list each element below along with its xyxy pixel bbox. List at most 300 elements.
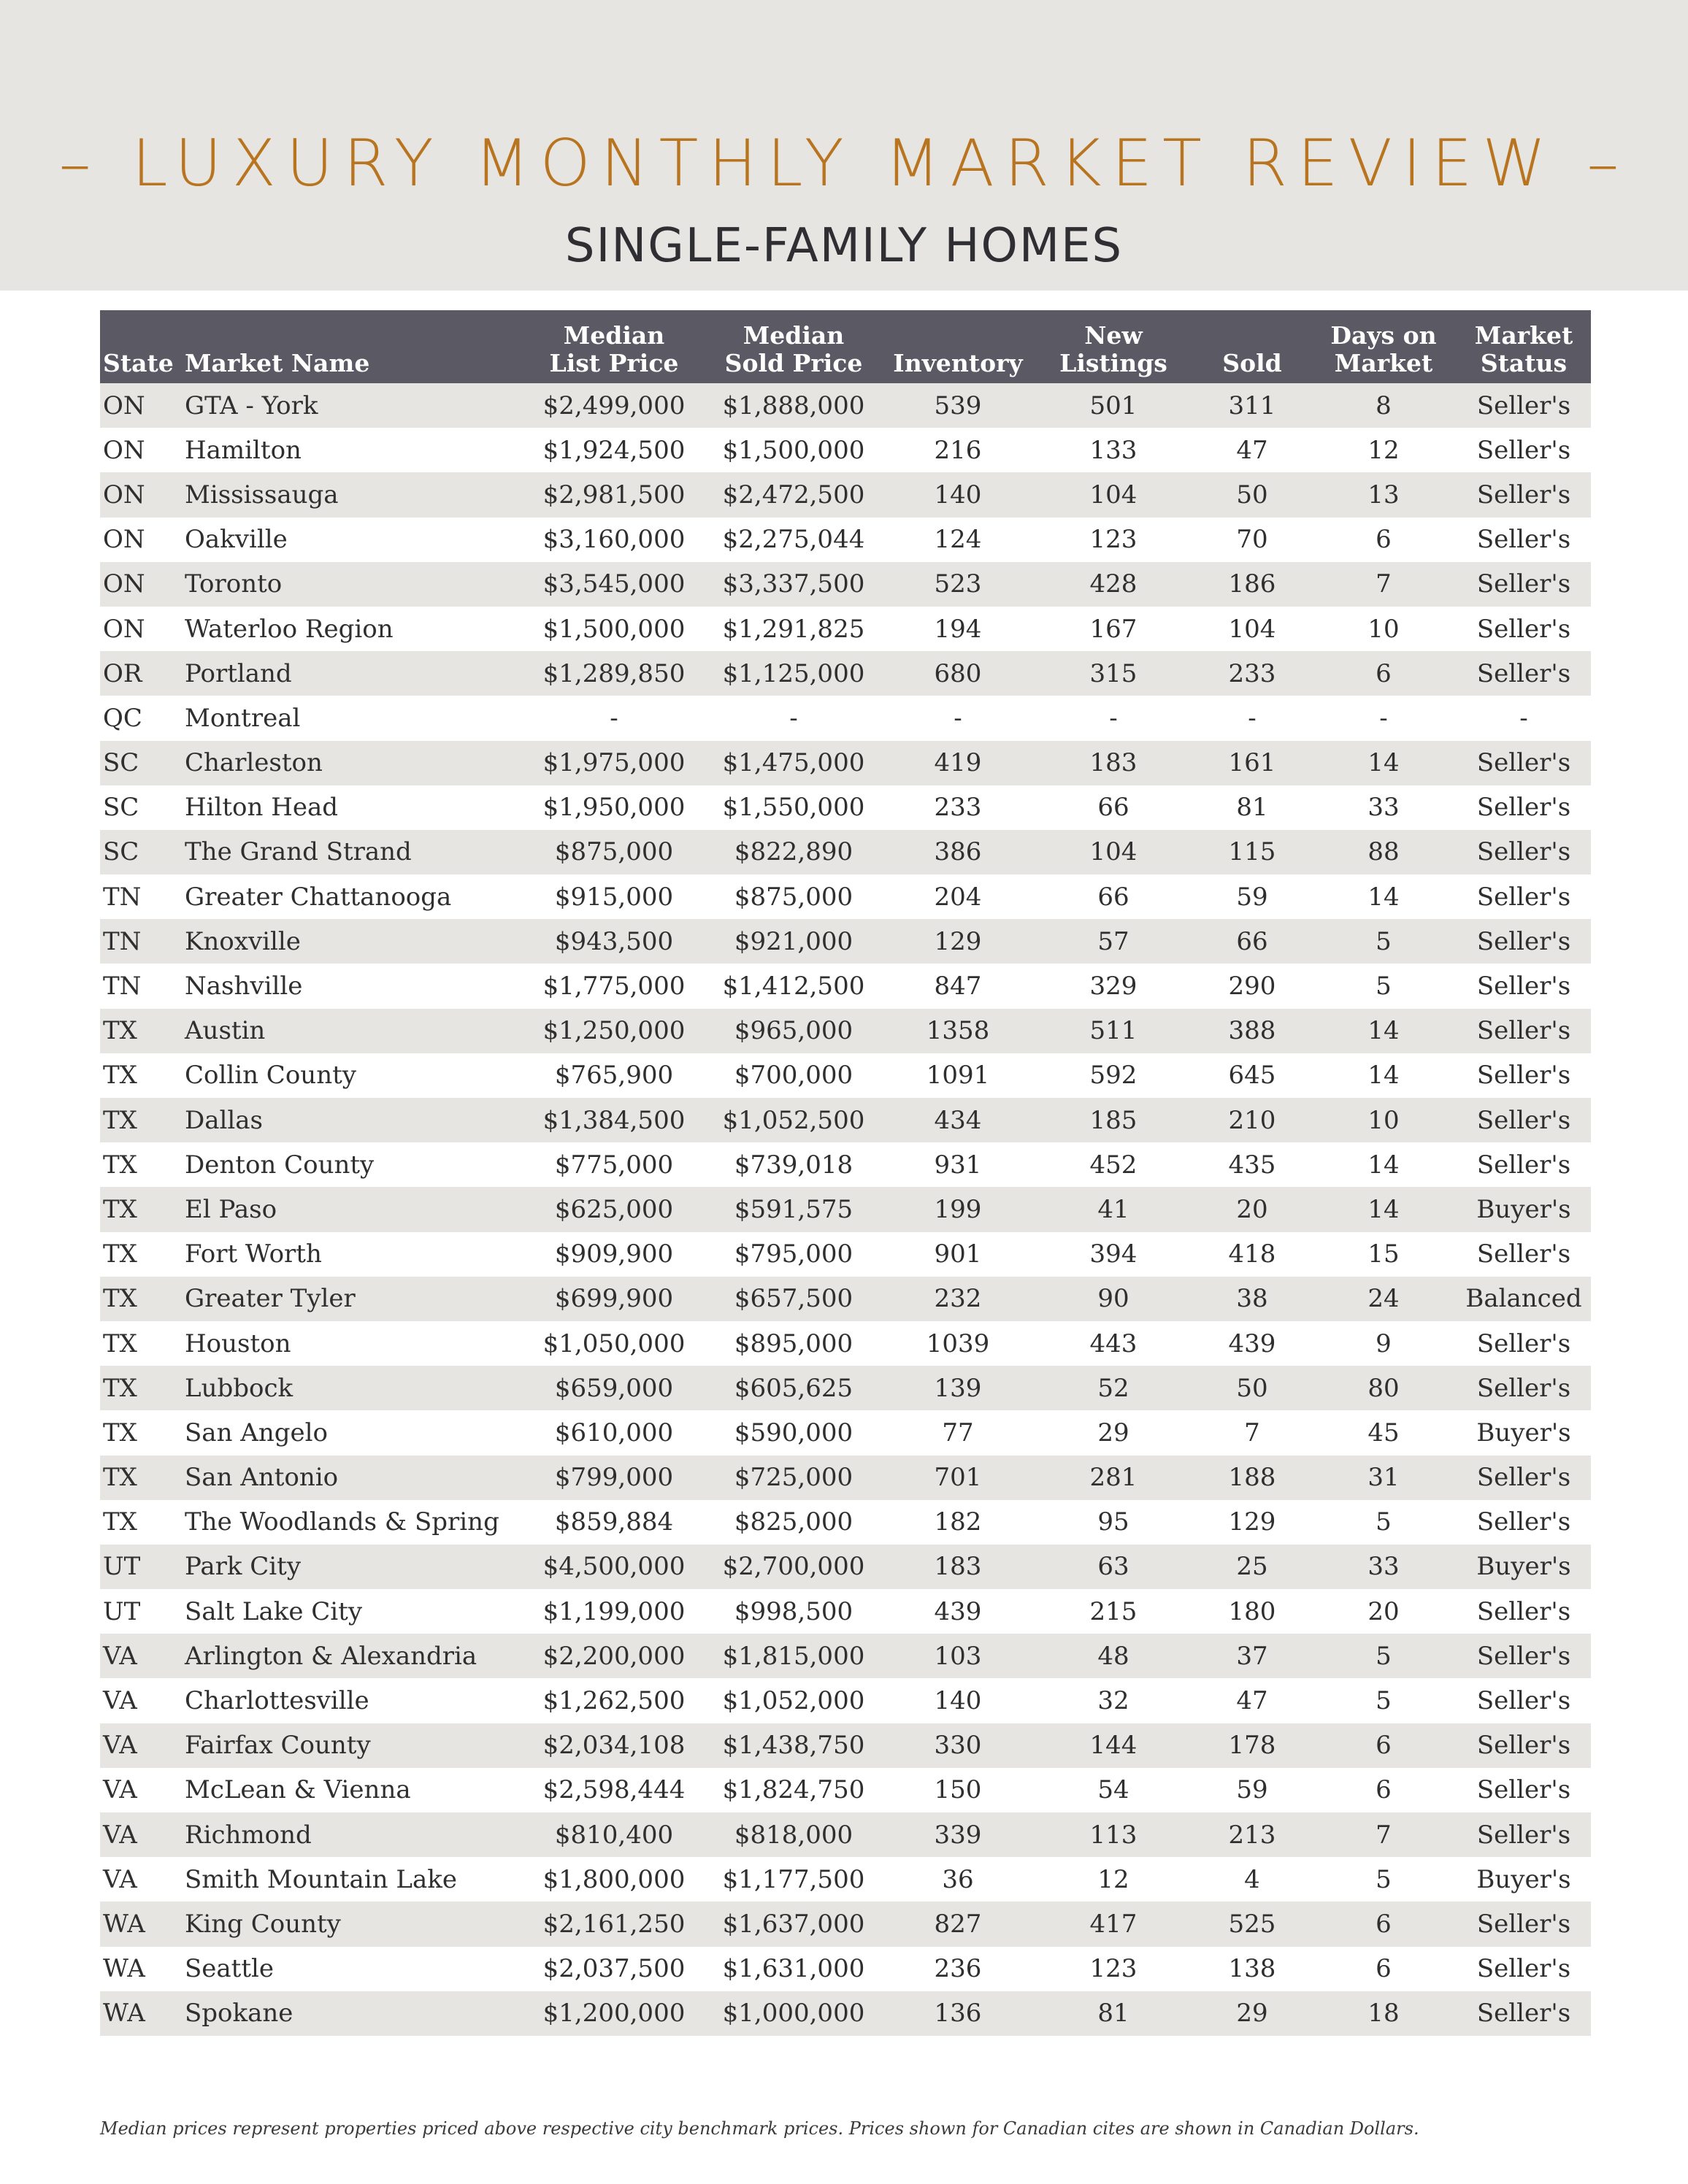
table-row (100, 874, 1591, 919)
cell-days-on-market: 5 (1376, 972, 1392, 1001)
cell-median-list-price: $3,160,000 (542, 525, 686, 555)
cell-market-name: San Angelo (185, 1418, 328, 1447)
cell-sold: 47 (1236, 1686, 1268, 1716)
cell-state: WA (103, 1999, 145, 2029)
cell-sold: 4 (1244, 1864, 1260, 1894)
cell-market-name: Spokane (185, 1999, 294, 2029)
cell-new-listings: 104 (1089, 480, 1138, 510)
cell-sold: 47 (1236, 435, 1268, 465)
column-header-line: Median (743, 321, 845, 350)
table-row (100, 785, 1591, 830)
column-header-line: Median (563, 321, 665, 350)
table-row (100, 1142, 1591, 1187)
cell-new-listings: 329 (1089, 972, 1138, 1001)
cell-sold: 311 (1228, 391, 1276, 420)
cell-median-sold-price: $795,000 (734, 1239, 853, 1269)
cell-state: ON (103, 525, 145, 555)
cell-sold: 25 (1236, 1552, 1268, 1582)
cell-market-status: Seller's (1476, 480, 1571, 510)
cell-market-name: Waterloo Region (185, 614, 394, 644)
cell-sold: 59 (1236, 882, 1268, 912)
cell-sold: 233 (1228, 658, 1276, 688)
cell-median-sold-price: $1,888,000 (722, 391, 865, 420)
cell-market-name: Fairfax County (185, 1731, 371, 1761)
cell-market-status: Seller's (1476, 1641, 1571, 1671)
cell-new-listings: 66 (1097, 793, 1129, 823)
cell-market-name: King County (185, 1909, 341, 1939)
cell-days-on-market: 5 (1376, 1641, 1392, 1671)
cell-inventory: 183 (934, 1552, 982, 1582)
cell-median-list-price: $909,900 (554, 1239, 674, 1269)
table-header (100, 310, 1591, 383)
cell-median-sold-price: $1,052,500 (722, 1105, 865, 1135)
cell-sold: 38 (1236, 1284, 1268, 1314)
table-row (100, 1857, 1591, 1902)
cell-new-listings: 183 (1089, 748, 1138, 778)
cell-median-list-price: $4,500,000 (542, 1552, 686, 1582)
cell-median-list-price: $2,981,500 (542, 480, 686, 510)
cell-inventory: 1039 (926, 1329, 990, 1358)
cell-median-list-price: $1,975,000 (542, 748, 686, 778)
column-header-line: Sold Price (724, 349, 863, 377)
cell-sold: 7 (1244, 1418, 1260, 1447)
cell-state: VA (103, 1775, 137, 1805)
cell-market-name: GTA - York (185, 391, 318, 420)
cell-inventory: 129 (934, 926, 982, 956)
table-row (100, 1634, 1591, 1678)
footnote: Median prices represent properties priced above respective city benchmark prices. Prices shown for Canadian cites are shown in Canadian Dollars. (100, 2118, 1419, 2139)
cell-state: VA (103, 1641, 137, 1671)
column-header-line: State (103, 349, 174, 377)
cell-market-status: Buyer's (1476, 1864, 1571, 1894)
cell-state: TX (103, 1373, 137, 1403)
column-header-days-on-market (1311, 310, 1457, 383)
cell-days-on-market: 14 (1367, 1194, 1400, 1224)
cell-market-name: Charlottesville (185, 1686, 369, 1716)
cell-median-list-price: $1,199,000 (542, 1596, 686, 1626)
cell-market-status: Seller's (1476, 614, 1571, 644)
cell-days-on-market: 8 (1376, 391, 1392, 420)
cell-days-on-market: 14 (1367, 882, 1400, 912)
table-row (100, 1098, 1591, 1142)
cell-market-name: Collin County (185, 1061, 356, 1091)
cell-median-list-price: $1,262,500 (542, 1686, 686, 1716)
cell-new-listings: 54 (1097, 1775, 1129, 1805)
cell-market-status: Seller's (1476, 1909, 1571, 1939)
cell-state: SC (103, 837, 139, 867)
cell-median-sold-price: $739,018 (734, 1150, 853, 1180)
cell-days-on-market: 6 (1376, 525, 1392, 555)
cell-median-sold-price: $1,412,500 (722, 972, 865, 1001)
table-row (100, 1009, 1591, 1053)
cell-median-list-price: $875,000 (554, 837, 674, 867)
cell-days-on-market: 14 (1367, 1150, 1400, 1180)
cell-new-listings: 104 (1089, 837, 1138, 867)
cell-median-sold-price: $657,500 (734, 1284, 853, 1314)
cell-market-status: Seller's (1476, 1820, 1571, 1850)
cell-median-list-price: $625,000 (554, 1194, 674, 1224)
cell-market-name: Smith Mountain Lake (185, 1864, 457, 1894)
cell-inventory: 199 (934, 1194, 982, 1224)
cell-sold: 525 (1228, 1909, 1276, 1939)
table-row (100, 607, 1591, 651)
cell-median-sold-price: $590,000 (734, 1418, 853, 1447)
cell-market-name: Lubbock (185, 1373, 294, 1403)
cell-inventory: 204 (934, 882, 982, 912)
cell-median-list-price: $799,000 (554, 1463, 674, 1493)
cell-state: TX (103, 1016, 137, 1046)
cell-state: UT (103, 1552, 141, 1582)
cell-days-on-market: 33 (1367, 793, 1400, 823)
cell-sold: 129 (1228, 1507, 1276, 1537)
cell-sold: 138 (1228, 1954, 1276, 1984)
cell-market-name: Richmond (185, 1820, 312, 1850)
cell-state: VA (103, 1864, 137, 1894)
cell-inventory: 330 (934, 1731, 982, 1761)
table-row (100, 1678, 1591, 1723)
table-row (100, 1321, 1591, 1366)
cell-inventory: 1091 (926, 1061, 990, 1091)
cell-market-status: Seller's (1476, 1596, 1571, 1626)
cell-new-listings: 66 (1097, 882, 1129, 912)
cell-state: TX (103, 1194, 137, 1224)
cell-median-list-price: $2,598,444 (542, 1775, 686, 1805)
cell-days-on-market: 15 (1367, 1239, 1400, 1269)
cell-days-on-market: 88 (1367, 837, 1400, 867)
cell-sold: 210 (1228, 1105, 1276, 1135)
table-row (100, 1545, 1591, 1589)
cell-new-listings: 501 (1089, 391, 1138, 420)
table-row (100, 1991, 1591, 2036)
cell-market-name: Knoxville (185, 926, 301, 956)
cell-state: VA (103, 1820, 137, 1850)
cell-new-listings: 52 (1097, 1373, 1129, 1403)
cell-new-listings: 81 (1097, 1999, 1129, 2029)
cell-inventory: 434 (934, 1105, 982, 1135)
table-row (100, 1366, 1591, 1410)
cell-market-name: Park City (185, 1552, 302, 1582)
cell-median-list-price: $2,499,000 (542, 391, 686, 420)
cell-new-listings: 394 (1089, 1239, 1138, 1269)
column-header-state (100, 310, 182, 383)
cell-median-sold-price: $1,475,000 (722, 748, 865, 778)
cell-median-list-price: $859,884 (554, 1507, 674, 1537)
cell-market-status: Seller's (1476, 793, 1571, 823)
cell-median-list-price: $943,500 (554, 926, 674, 956)
cell-days-on-market: 5 (1376, 1686, 1392, 1716)
cell-inventory: 232 (934, 1284, 982, 1314)
cell-state: VA (103, 1731, 137, 1761)
cell-median-sold-price: $1,000,000 (722, 1999, 865, 2029)
table-row (100, 1812, 1591, 1857)
cell-market-status: Seller's (1476, 926, 1571, 956)
cell-days-on-market: 6 (1376, 1909, 1392, 1939)
cell-inventory: 827 (934, 1909, 982, 1939)
cell-market-status: Seller's (1476, 837, 1571, 867)
cell-sold: 29 (1236, 1999, 1268, 2029)
cell-new-listings: 95 (1097, 1507, 1129, 1537)
column-header-inventory (883, 310, 1033, 383)
cell-new-listings: 57 (1097, 926, 1129, 956)
cell-days-on-market: 31 (1367, 1463, 1400, 1493)
cell-sold: 186 (1228, 569, 1276, 599)
cell-days-on-market: 14 (1367, 748, 1400, 778)
cell-market-name: Greater Chattanooga (185, 882, 452, 912)
table-row (100, 1232, 1591, 1277)
cell-market-name: Montreal (185, 703, 301, 733)
cell-inventory: 901 (934, 1239, 982, 1269)
cell-median-sold-price: $591,575 (734, 1194, 853, 1224)
cell-market-name: Seattle (185, 1954, 275, 1984)
cell-days-on-market: 6 (1376, 1775, 1392, 1805)
cell-median-sold-price: $965,000 (734, 1016, 853, 1046)
table-row (100, 1768, 1591, 1812)
cell-median-list-price: $1,775,000 (542, 972, 686, 1001)
cell-market-name: El Paso (185, 1194, 277, 1224)
cell-new-listings: 12 (1097, 1864, 1129, 1894)
cell-market-name: Greater Tyler (185, 1284, 356, 1314)
cell-state: TX (103, 1418, 137, 1447)
cell-median-list-price: $2,161,250 (542, 1909, 686, 1939)
cell-new-listings: 428 (1089, 569, 1138, 599)
cell-inventory: 419 (934, 748, 982, 778)
cell-median-list-price: $3,545,000 (542, 569, 686, 599)
cell-state: VA (103, 1686, 137, 1716)
cell-sold: 188 (1228, 1463, 1276, 1493)
cell-median-list-price: $659,000 (554, 1373, 674, 1403)
table-row (100, 964, 1591, 1008)
cell-inventory: 701 (934, 1463, 982, 1493)
cell-market-status: Seller's (1476, 1239, 1571, 1269)
cell-inventory: 136 (934, 1999, 982, 2029)
cell-new-listings: 113 (1089, 1820, 1138, 1850)
cell-median-sold-price: $822,890 (734, 837, 853, 867)
cell-state: ON (103, 435, 145, 465)
cell-state: TX (103, 1329, 137, 1358)
cell-inventory: - (954, 703, 962, 733)
column-header-line: Sold (1222, 349, 1282, 377)
cell-inventory: 523 (934, 569, 982, 599)
table-row (100, 1500, 1591, 1545)
cell-new-listings: 144 (1089, 1731, 1138, 1761)
cell-state: TX (103, 1105, 137, 1135)
table-row (100, 1723, 1591, 1768)
column-header-line: Days on (1330, 321, 1437, 350)
cell-new-listings: 32 (1097, 1686, 1129, 1716)
cell-new-listings: 443 (1089, 1329, 1138, 1358)
cell-inventory: 77 (942, 1418, 974, 1447)
cell-new-listings: 48 (1097, 1641, 1129, 1671)
column-header-line: Market (1334, 349, 1433, 377)
column-header-market-status (1457, 310, 1591, 383)
table-header-row (100, 310, 1591, 383)
cell-sold: 66 (1236, 926, 1268, 956)
cell-days-on-market: 5 (1376, 1864, 1392, 1894)
table-row (100, 1456, 1591, 1500)
cell-new-listings: 511 (1089, 1016, 1138, 1046)
cell-inventory: 386 (934, 837, 982, 867)
cell-days-on-market: 6 (1376, 1954, 1392, 1984)
cell-market-name: Portland (185, 658, 292, 688)
cell-days-on-market: 33 (1367, 1552, 1400, 1582)
cell-market-status: Buyer's (1476, 1418, 1571, 1447)
cell-inventory: 931 (934, 1150, 982, 1180)
column-header-median-sold-price (705, 310, 883, 383)
cell-sold: 418 (1228, 1239, 1276, 1269)
cell-median-sold-price: $998,500 (734, 1596, 853, 1626)
cell-inventory: 103 (934, 1641, 982, 1671)
cell-state: WA (103, 1909, 145, 1939)
cell-state: ON (103, 391, 145, 420)
cell-new-listings: 185 (1089, 1105, 1138, 1135)
cell-days-on-market: 7 (1376, 1820, 1392, 1850)
cell-market-name: Houston (185, 1329, 291, 1358)
cell-inventory: 339 (934, 1820, 982, 1850)
cell-new-listings: 41 (1097, 1194, 1129, 1224)
table-row (100, 741, 1591, 785)
cell-median-list-price: $1,250,000 (542, 1016, 686, 1046)
cell-days-on-market: 7 (1376, 569, 1392, 599)
cell-market-status: Seller's (1476, 1686, 1571, 1716)
cell-state: TN (103, 882, 142, 912)
table-row (100, 830, 1591, 874)
cell-new-listings: 592 (1089, 1061, 1138, 1091)
cell-market-status: Buyer's (1476, 1552, 1571, 1582)
table-row (100, 428, 1591, 472)
cell-median-sold-price: $1,125,000 (722, 658, 865, 688)
cell-new-listings: 29 (1097, 1418, 1129, 1447)
cell-new-listings: 90 (1097, 1284, 1129, 1314)
cell-median-sold-price: $1,631,000 (722, 1954, 865, 1984)
cell-median-sold-price: $1,177,500 (722, 1864, 865, 1894)
cell-new-listings: 315 (1089, 658, 1138, 688)
cell-market-name: Toronto (185, 569, 283, 599)
cell-state: WA (103, 1954, 145, 1984)
cell-sold: 435 (1228, 1150, 1276, 1180)
cell-median-sold-price: $725,000 (734, 1463, 853, 1493)
cell-days-on-market: 10 (1367, 1105, 1400, 1135)
cell-market-status: Seller's (1476, 1373, 1571, 1403)
table-body (100, 383, 1591, 2036)
cell-new-listings: 123 (1089, 1954, 1138, 1984)
cell-sold: 161 (1228, 748, 1276, 778)
cell-new-listings: 63 (1097, 1552, 1129, 1582)
cell-median-list-price: $1,500,000 (542, 614, 686, 644)
cell-market-status: Seller's (1476, 658, 1571, 688)
cell-median-sold-price: $1,052,000 (722, 1686, 865, 1716)
cell-median-list-price: $1,289,850 (542, 658, 686, 688)
cell-market-name: Dallas (185, 1105, 263, 1135)
cell-days-on-market: 6 (1376, 1731, 1392, 1761)
table-row (100, 383, 1591, 428)
cell-days-on-market: 10 (1367, 614, 1400, 644)
cell-median-list-price: $699,900 (554, 1284, 674, 1314)
cell-market-status: - (1519, 703, 1528, 733)
cell-median-list-price: $765,900 (554, 1061, 674, 1091)
column-header-line: Status (1480, 349, 1568, 377)
cell-state: TN (103, 926, 142, 956)
cell-median-list-price: $1,200,000 (542, 1999, 686, 2029)
cell-median-sold-price: $825,000 (734, 1507, 853, 1537)
cell-state: TX (103, 1463, 137, 1493)
cell-state: TX (103, 1284, 137, 1314)
cell-median-list-price: $915,000 (554, 882, 674, 912)
cell-market-name: Fort Worth (185, 1239, 322, 1269)
cell-days-on-market: 80 (1367, 1373, 1400, 1403)
cell-sold: 104 (1228, 614, 1276, 644)
cell-inventory: 680 (934, 658, 982, 688)
cell-market-status: Buyer's (1476, 1194, 1571, 1224)
cell-market-name: Hilton Head (185, 793, 339, 823)
cell-market-name: Charleston (185, 748, 323, 778)
cell-median-sold-price: $1,500,000 (722, 435, 865, 465)
cell-state: ON (103, 480, 145, 510)
cell-days-on-market: 24 (1367, 1284, 1400, 1314)
cell-days-on-market: 20 (1367, 1596, 1400, 1626)
column-header-sold (1194, 310, 1311, 383)
cell-new-listings: 281 (1089, 1463, 1138, 1493)
cell-state: TX (103, 1239, 137, 1269)
cell-median-sold-price: - (789, 703, 798, 733)
cell-market-status: Seller's (1476, 1731, 1571, 1761)
cell-state: SC (103, 748, 139, 778)
cell-inventory: 847 (934, 972, 982, 1001)
table-row (100, 1277, 1591, 1321)
cell-median-sold-price: $875,000 (734, 882, 853, 912)
cell-inventory: 439 (934, 1596, 982, 1626)
cell-sold: 50 (1236, 480, 1268, 510)
column-header-new-listings (1033, 310, 1194, 383)
cell-market-name: San Antonio (185, 1463, 339, 1493)
cell-market-status: Seller's (1476, 569, 1571, 599)
cell-sold: 50 (1236, 1373, 1268, 1403)
cell-state: UT (103, 1596, 141, 1626)
cell-market-status: Seller's (1476, 972, 1571, 1001)
column-header-line: Market (1474, 321, 1573, 350)
cell-median-list-price: $1,050,000 (542, 1329, 686, 1358)
cell-inventory: 140 (934, 1686, 982, 1716)
cell-market-name: Hamilton (185, 435, 302, 465)
cell-sold: 439 (1228, 1329, 1276, 1358)
cell-days-on-market: 6 (1376, 658, 1392, 688)
table-row (100, 472, 1591, 517)
cell-median-list-price: $1,924,500 (542, 435, 686, 465)
cell-sold: 70 (1236, 525, 1268, 555)
cell-days-on-market: 13 (1367, 480, 1400, 510)
column-header-line: New (1084, 321, 1143, 350)
cell-market-status: Seller's (1476, 1150, 1571, 1180)
cell-median-sold-price: $1,815,000 (722, 1641, 865, 1671)
cell-market-name: Mississauga (185, 480, 339, 510)
column-header-line: Market Name (185, 349, 370, 377)
cell-median-sold-price: $1,550,000 (722, 793, 865, 823)
cell-market-status: Seller's (1476, 1954, 1571, 1984)
cell-median-sold-price: $895,000 (734, 1329, 853, 1358)
cell-median-sold-price: $2,700,000 (722, 1552, 865, 1582)
table-row (100, 1410, 1591, 1455)
cell-state: TX (103, 1507, 137, 1537)
market-table (100, 310, 1591, 2036)
cell-sold: 178 (1228, 1731, 1276, 1761)
page-subtitle: SINGLE-FAMILY HOMES (564, 219, 1124, 273)
cell-days-on-market: 45 (1367, 1418, 1400, 1447)
cell-median-list-price: - (610, 703, 618, 733)
cell-inventory: 539 (934, 391, 982, 420)
cell-sold: 59 (1236, 1775, 1268, 1805)
cell-median-list-price: $2,034,108 (542, 1731, 686, 1761)
cell-inventory: 36 (942, 1864, 974, 1894)
cell-state: ON (103, 614, 145, 644)
